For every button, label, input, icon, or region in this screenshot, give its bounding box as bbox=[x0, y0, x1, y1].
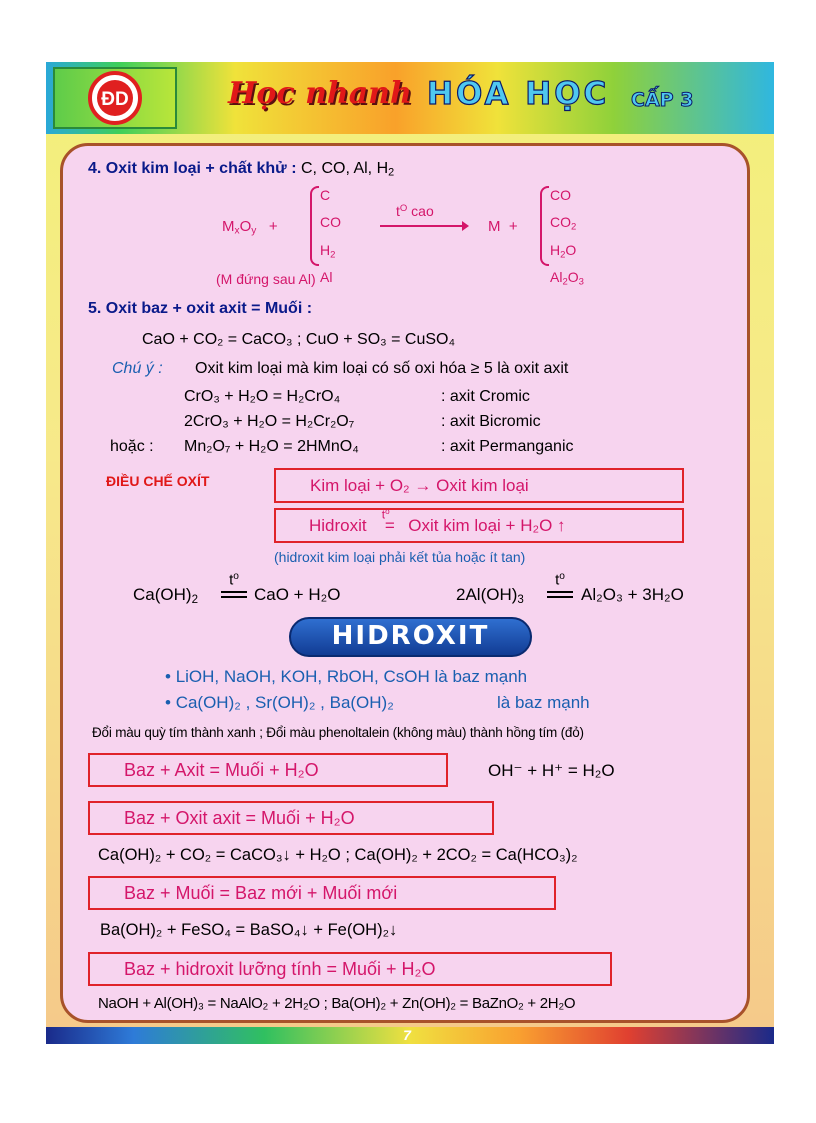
note-text: Oxit kim loại mà kim loại có số oxi hóa ≥ 5 là oxit axit bbox=[195, 360, 569, 377]
heat-equals-1: $t^o$ bbox=[220, 571, 248, 605]
prep-example-1: $Ca(OH)_2$ bbox=[133, 585, 198, 606]
heat-label: $t^o$ bbox=[381, 507, 390, 522]
reducer-list bbox=[320, 184, 341, 294]
section-5-equation: CaO + CO₂ = CaCO₃ ; CuO + SO₃ = CuSO₄ bbox=[142, 331, 455, 348]
section-4-title bbox=[88, 160, 394, 179]
product-item: $Al_2O_3$ bbox=[550, 269, 584, 288]
header-title-level: CẤP 3 bbox=[631, 89, 694, 111]
prep-example-2: $2Al(OH)_3$ bbox=[456, 585, 524, 606]
oxide-m: M bbox=[222, 218, 235, 235]
oxide-formula bbox=[222, 218, 278, 237]
logo-letters: ĐD bbox=[101, 89, 129, 110]
acid-row-name: : axit Cromic bbox=[441, 388, 530, 405]
plus-sign: + bbox=[268, 218, 278, 235]
ionic-equation: OH⁻ + H⁺ = H₂O bbox=[488, 761, 615, 780]
base-example-4: NaOH + Al(OH)₃ = NaAlO₂ + 2H₂O ; Ba(OH)₂ + Zn(OH)₂ = BaZnO₂ + 2H₂O bbox=[98, 995, 576, 1012]
base-rule-2: Baz + Oxit axit = Muối + H₂O bbox=[124, 808, 355, 828]
acid-row-name: : axit Bicromic bbox=[441, 413, 541, 430]
product-item: $CO_2$ bbox=[550, 214, 577, 233]
acid-row-name: : axit Permanganic bbox=[441, 438, 574, 455]
reducing-agents-text: C, CO, Al, H bbox=[301, 160, 389, 177]
base-example-2: Ca(OH)₂ + CO₂ = CaCO₃↓ + H₂O ; Ca(OH)₂ + 2CO₂ = Ca(HCO₃)₂ bbox=[98, 846, 578, 864]
strong-base-bullet-2-suffix: là baz mạnh bbox=[497, 693, 590, 712]
oxide-prep-label: ĐIỀU CHẾ OXÍT bbox=[106, 473, 210, 489]
section-5-title: 5. Oxit baz + oxit axit = Muối : bbox=[88, 300, 313, 317]
oxide-x: x bbox=[234, 225, 240, 237]
base-example-3: Ba(OH)₂ + FeSO₄ = BaSO₄↓ + Fe(OH)₂↓ bbox=[100, 921, 398, 939]
reaction-arrow-icon bbox=[378, 220, 470, 232]
acid-row-prefix: hoặc : bbox=[110, 438, 154, 455]
section-4-note: (M đứng sau Al) bbox=[216, 271, 316, 287]
acid-row-equation: 2CrO₃ + H₂O = H₂Cr₂O₇ bbox=[184, 413, 355, 430]
oxide-prep-equation-1: Kim loại + O₂ → Oxit kim loại bbox=[310, 476, 529, 495]
reducer-item: $H_2$ bbox=[320, 241, 336, 261]
hidroxit-label: Hidroxit bbox=[309, 516, 367, 535]
header-title-script: Học nhanh bbox=[228, 76, 412, 111]
acid-row-equation: CrO₃ + H₂O = H₂CrO₄ bbox=[184, 388, 341, 405]
oxide-prep-equation-2 bbox=[309, 507, 566, 536]
acid-row-equation: Mn₂O₇ + H₂O = 2HMnO₄ bbox=[184, 438, 359, 455]
reducing-agents-sub: 2 bbox=[388, 166, 395, 179]
product-list bbox=[550, 184, 584, 294]
page-number: 7 bbox=[403, 1027, 411, 1043]
section-4-heading: 4. Oxit kim loại + chất khử : bbox=[88, 160, 297, 177]
strong-base-bullet-2: • Ca(OH)₂ , Sr(OH)₂ , Ba(OH)₂ bbox=[165, 693, 394, 712]
product-item: $H_2O$ bbox=[550, 241, 577, 261]
heat-equals: $t^o$ = bbox=[381, 507, 395, 535]
arrow-condition: $t^O$ cao bbox=[396, 203, 434, 220]
base-rule-3: Baz + Muối = Baz mới + Muối mới bbox=[124, 883, 398, 903]
header-title-main: HÓA HỌC bbox=[427, 76, 610, 112]
prep-example-2-product: Al₂O₃ + 3H₂O bbox=[581, 585, 684, 604]
bullet-icon: • bbox=[165, 693, 171, 712]
prep-example-1-product: CaO + H₂O bbox=[254, 585, 341, 604]
indicator-note: Đổi màu quỳ tím thành xanh ; Đổi màu phenoltalein (không màu) thành hồng tím (đỏ) bbox=[92, 725, 584, 740]
product-item: CO bbox=[550, 187, 571, 203]
oxide-y: y bbox=[251, 225, 257, 237]
oxide-prep-note: (hidroxit kim loại phải kết tủa hoặc ít tan) bbox=[274, 549, 526, 565]
bullet-icon: • bbox=[165, 667, 171, 686]
oxide-o: O bbox=[239, 218, 252, 235]
reducer-item: C bbox=[320, 187, 331, 203]
right-brace bbox=[540, 186, 549, 266]
logo-icon bbox=[55, 69, 175, 127]
left-brace bbox=[310, 186, 319, 266]
base-rule-4: Baz + hidroxit lưỡng tính = Muối + H₂O bbox=[124, 959, 436, 979]
product-metal: M + bbox=[488, 218, 518, 235]
reducer-item: CO bbox=[320, 214, 341, 231]
publisher-logo bbox=[53, 67, 177, 129]
reducer-item: Al bbox=[320, 269, 333, 286]
reducing-agents bbox=[301, 160, 394, 177]
hidroxit-product: Oxit kim loại + H₂O ↑ bbox=[408, 516, 566, 535]
hidroxit-banner-text: HIDROXIT bbox=[331, 621, 490, 651]
strong-base-bullet-1: • LiOH, NaOH, KOH, RbOH, CsOH là baz mạnh bbox=[165, 667, 528, 686]
base-rule-1: Baz + Axit = Muối + H₂O bbox=[124, 760, 319, 780]
heat-equals-2: $t^o$ bbox=[546, 571, 574, 605]
note-label: Chú ý : bbox=[112, 360, 163, 377]
